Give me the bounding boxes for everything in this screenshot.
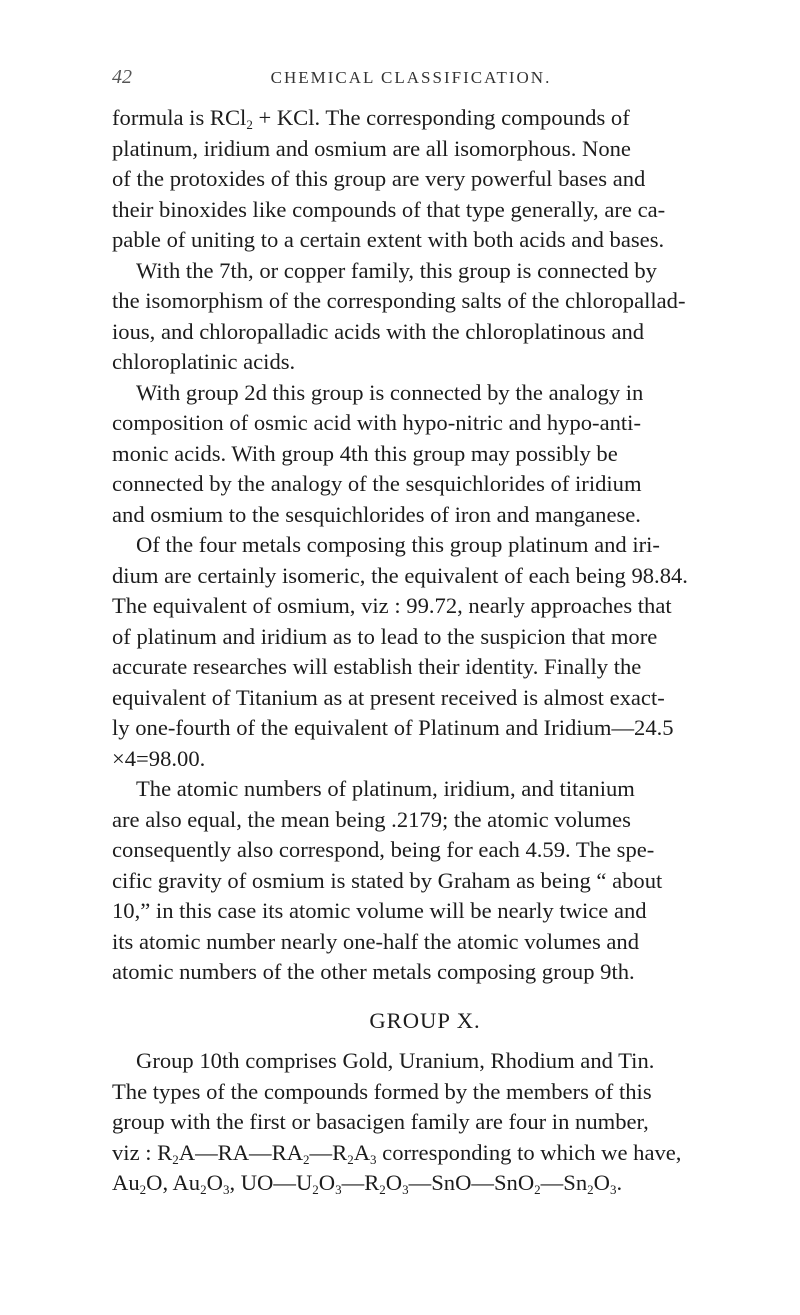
text-line: platinum, iridium and osmium are all isomorphous. None xyxy=(112,135,631,161)
text-line: cific gravity of osmium is stated by Graham as being “ about xyxy=(112,867,663,893)
text-line: The equivalent of osmium, viz : 99.72, nearly approaches that xyxy=(112,593,672,618)
text-line: chloroplatinic acids. xyxy=(112,349,296,374)
text-line: 10,” in this case its atomic volume will be nearly twice and xyxy=(112,898,647,923)
text-line: their binoxides like compounds of that type generally, are ca- xyxy=(112,196,666,222)
text-line: connected by the analogy of the sesquichlorides of iridium xyxy=(112,471,642,496)
text-line: The types of the compounds formed by the members of this xyxy=(112,1078,652,1104)
paragraph-start-line: Of the four metals composing this group platinum and iri- xyxy=(136,532,660,557)
text-line: ious, and chloropalladic acids with the chloroplatinous and xyxy=(112,318,645,344)
formula-line: $Au_2O$, $Au_2O_3$, $UO—U_2O_3—R_2O_3—SnO—SnO_2—Sn_2O_3$. xyxy=(112,1170,623,1197)
text-line: its atomic number nearly one-half the atomic volumes and xyxy=(112,928,640,954)
text-line: dium are certainly isomeric, the equivalent of each being 98.84. xyxy=(112,562,688,588)
body-text xyxy=(112,103,738,1199)
section-heading: GROUP X. xyxy=(369,1007,481,1033)
paragraph-start-line: With group 2d this group is connected by the analogy in xyxy=(136,379,644,405)
text-line: accurate researches will establish their identity. Finally the xyxy=(112,654,642,679)
text-line: monic acids. With group 4th this group may possibly be xyxy=(112,440,618,466)
text-line: composition of osmic acid with hypo-nitric and hypo-anti- xyxy=(112,410,641,435)
text-line: ×4=98.00. xyxy=(112,745,206,771)
text-line: consequently also correspond, being for each 4.59. The spe- xyxy=(112,837,655,862)
text-line: atomic numbers of the other metals composing group 9th. xyxy=(112,959,635,984)
text-line: pable of uniting to a certain extent with both acids and bases. xyxy=(112,227,665,252)
text-line: the isomorphism of the corresponding salts of the chloropallad- xyxy=(112,288,686,313)
text-line: of platinum and iridium as to lead to the suspicion that more xyxy=(112,623,658,649)
page-number: 42 xyxy=(112,66,132,88)
paragraph-start-line: With the 7th, or copper family, this group is connected by xyxy=(136,257,657,283)
running-head xyxy=(112,66,710,94)
text-line: and osmium to the sesquichlorides of iron and manganese. xyxy=(112,501,641,527)
text-line: equivalent of Titanium as at present received is almost exact- xyxy=(112,684,665,710)
paragraph-start-line: Group 10th comprises Gold, Uranium, Rhodium and Tin. xyxy=(136,1048,655,1073)
running-title: CHEMICAL CLASSIFICATION. xyxy=(270,68,552,87)
paragraph-start-line: The atomic numbers of platinum, iridium, and titanium xyxy=(136,776,635,801)
formula-line: viz : $R_2A—RA—RA_2—R_2A_3$ corresponding to which we have, xyxy=(112,1139,682,1167)
text-line: are also equal, the mean being .2179; the atomic volumes xyxy=(112,806,631,832)
text-line: of the protoxides of this group are very powerful bases and xyxy=(112,166,646,191)
text-line: group with the first or basacigen family are four in number, xyxy=(112,1109,649,1134)
text-line: ly one-fourth of the equivalent of Platinum and Iridium—24.5 xyxy=(112,715,674,740)
text-line: formula is RCl$_2$ + KCl. The corresponding compounds of xyxy=(112,105,630,132)
